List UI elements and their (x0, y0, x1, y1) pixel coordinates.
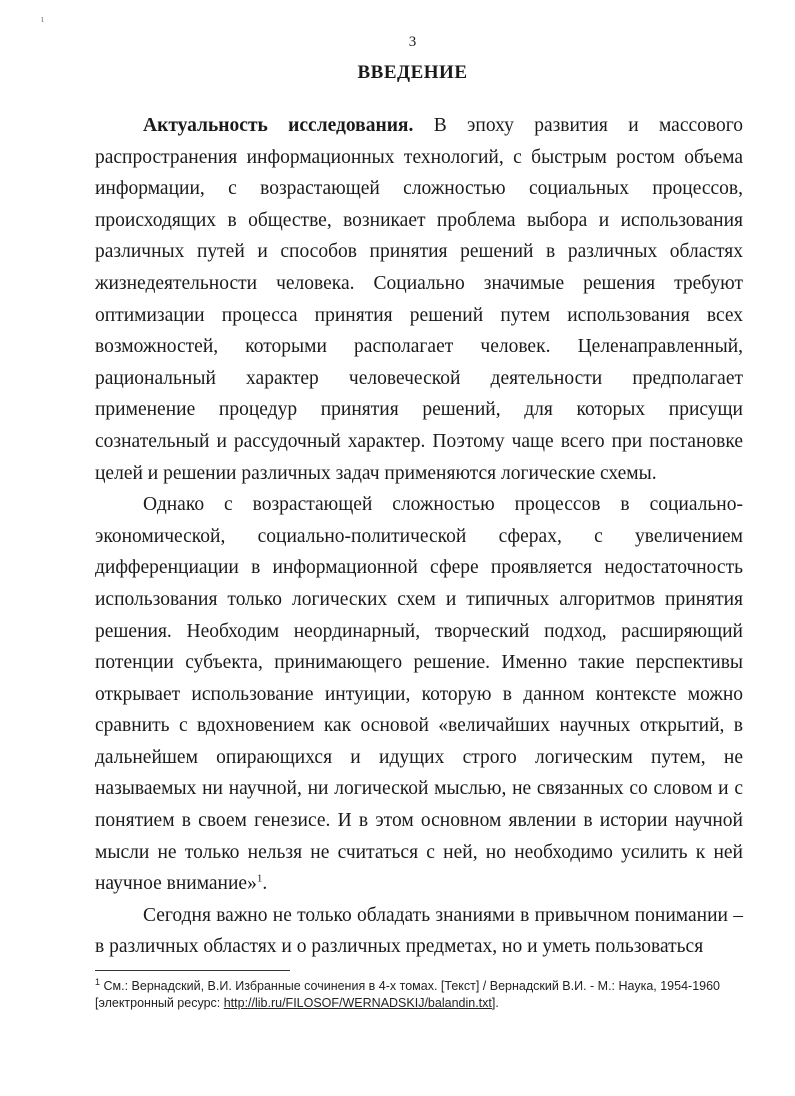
footnote-divider (95, 970, 290, 971)
footnote-link[interactable]: http://lib.ru/FILOSOF/WERNADSKIJ/balandin.txt (223, 996, 492, 1010)
page-title: ВВЕДЕНИЕ (357, 62, 468, 83)
footnote-text: См.: Вернадский, В.И. Избранные сочинения в 4-х томах. [Текст] / Вернадский В.И. - М.: Наука, 1954-1960 [электронный ресурс: (95, 979, 721, 1010)
paragraph-text: Однако с возрастающей сложностью процессов в социально-экономической, социально-политической сферах, с увеличением дифференциации в информационной сфере проявляется недостаточность использования только логических схем и типичных алгоритмов принятия решения. Необходим неординарный, творческий подход, расширяющий потенции субъекта, принимающего решение. Именно такие перспективы открывает использование интуиции, которую в данном контексте можно сравнить с вдохновением как основой «величайших научных открытий, в дальнейшем опирающихся и идущих строго логическим путем, не называемых ни научной, ни логической мыслью, не связанных со словом и с понятием в своем генезисе. И в этом основном явлении в истории научной мысли не только нельзя не считаться с ней, но необходимо усилить к ней научное внимание» (95, 494, 743, 895)
margin-mark: ι (41, 14, 44, 25)
body-text (95, 110, 743, 963)
page-number: 3 (408, 34, 417, 50)
paragraph-3 (95, 900, 743, 963)
footnote-marker: 1 (95, 976, 101, 987)
paragraph-2 (95, 489, 743, 900)
paragraph-text: Сегодня важно не только обладать знаниями в привычном понимании – в различных областях и о различных предметах, но и уметь пользоваться (95, 904, 743, 958)
paragraph-tail: . (262, 873, 268, 895)
footnote-after: ]. (491, 996, 499, 1010)
footnote-reference[interactable]: 1 (256, 872, 263, 885)
footnote (95, 978, 745, 1012)
paragraph-lead: Актуальность исследования. (143, 115, 414, 136)
paragraph-1 (95, 110, 743, 489)
paragraph-text: В эпоху развития и массового распространения информационных технологий, с быстрым ростом объема информации, с возрастающей сложностью социальных процессов, происходящих в обществе, возникает проблема выбора и использования различных путей и способов принятия решений в различных областях жизнедеятельности человека. Социально значимые решения требуют оптимизации процесса принятия решений путем использования всех возможностей, которыми располагает человек. Целенаправленный, рациональный характер человеческой деятельности предполагает применение процедур принятия решений, для которых присущи сознательный и рассудочный характер. Поэтому чаще всего при постановке целей и решении различных задач применяются логические схемы. (95, 115, 743, 484)
